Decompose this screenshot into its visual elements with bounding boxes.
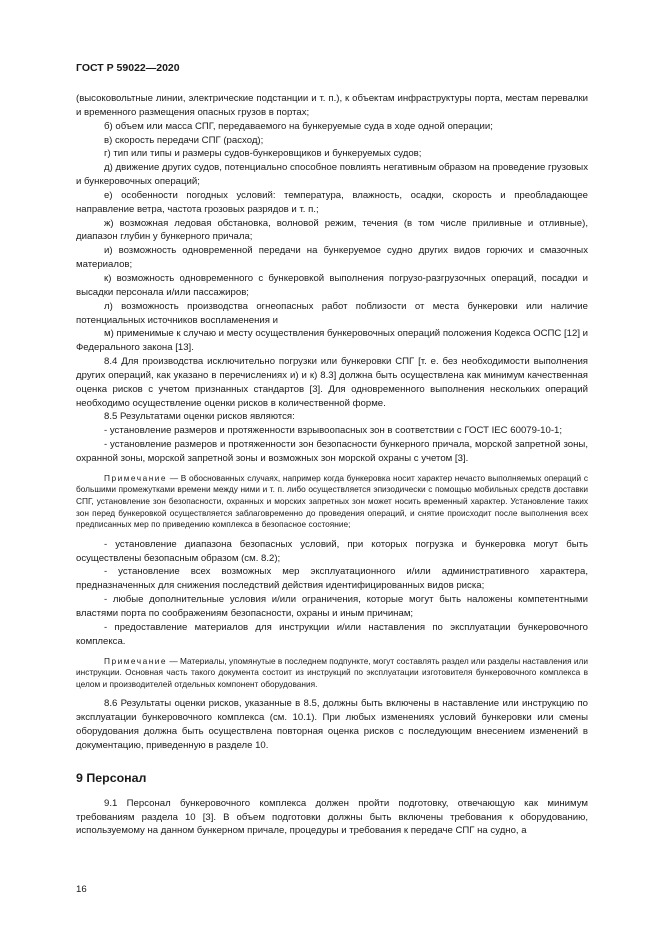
- list-item: - любые дополнительные условия и/или ограничения, которые могут быть наложены компетентными властями порта по соображениям безопасности, охраны и иным причинам;: [76, 594, 588, 619]
- list-item: - предоставление материалов для инструкции и/или наставления по эксплуатации бункеровочного комплекса.: [76, 621, 588, 647]
- section-heading: 9 Персонал: [76, 770, 147, 785]
- note-label: Примечание: [104, 655, 168, 666]
- list-item: д) движение других судов, потенциально способное повлиять негативным образом на проведение грузовых и бункеровочных операций;: [76, 162, 588, 188]
- page-number: 16: [76, 884, 87, 895]
- list-item: в) скорость передачи СПГ (расход);: [104, 134, 264, 146]
- list-item: - установление диапазона безопасных условий, при которых погрузка и бункеровка могут быть осуществлены безопасным образом (см. 8.2);: [76, 538, 588, 564]
- list-item: - установление размеров и протяженности взрывоопасных зон в соответствии с ГОСТ IEC 60079-10-1;: [104, 425, 563, 437]
- paragraph: (высоковольтные линии, электрические подстанции и т. п.), к объектам инфраструктуры порта, местам перевалки и временного размещения опасных грузов в портах;: [76, 93, 588, 118]
- list-item: л) возможность производства огнеопасных работ поблизости от места бункеровки или наличие потенциальных источников воспламенения и: [76, 300, 588, 326]
- list-item: к) возможность одновременного с бункеровкой выполнения погрузо-разгрузочных операций, посадки и высадки персонала и/или пассажиров;: [76, 272, 588, 298]
- paragraph-8-6: 8.6 Результаты оценки рисков, указанные в 8.5, должны быть включены в наставление или инструкцию по эксплуатации бункеровочного комплекса (см. 10.1). При любых изменениях условий бункеровки или смены оборудования должна быть осуществлена повторная оценка рисков с последующим внесением изменений в документацию, приведенную в разделе 10.: [76, 698, 588, 751]
- list-item: б) объем или масса СПГ, передаваемого на бункеруемые суда в ходе одной операции;: [104, 120, 493, 132]
- list-item: и) возможность одновременной передачи на бункеруемое судно других видов горючих и смазочных материалов;: [76, 245, 588, 271]
- note-label: Примечание: [104, 472, 168, 483]
- paragraph-9-1: 9.1 Персонал бункеровочного комплекса должен пройти подготовку, отвечающую как минимум требованиям раздела 10 [3]. В объем подготовки должны быть включены требования к оборудованию, используемому на данном бункерном причале, процедуры и требования к передаче СПГ на судно, а: [76, 797, 588, 837]
- paragraph-8-5: 8.5 Результатами оценки рисков являются:: [104, 411, 295, 423]
- list-item: - установление размеров и протяженности зон безопасности бункерного причала, морской запретной зоны, охранной зоны, морской запретной зоны и возможных зон морской охраны с учетом [3].: [76, 439, 588, 464]
- note-1: [76, 473, 588, 531]
- list-item: г) тип или типы и размеры судов-бункеровщиков и бункеруемых судов;: [104, 148, 422, 160]
- list-item: - установление всех возможных мер эксплуатационного и/или административного характера, предназначенных для снижения последствий действия идентифицированных видов риска;: [76, 566, 588, 592]
- page-content: [76, 92, 588, 838]
- list-item: ж) возможная ледовая обстановка, волновой режим, течения (в том числе приливные и отливные), диапазон глубин у бункерного причала;: [76, 217, 588, 243]
- list-item: е) особенности погодных условий: температура, влажность, осадки, скорость и преобладающее направление ветра, частота грозовых разрядов и т. п.;: [76, 189, 588, 215]
- note-2: [76, 656, 588, 691]
- list-item: м) применимые к случаю и месту осуществления бункеровочных операций положения Кодекса ОСПС [12] и Федерального закона [13].: [76, 328, 589, 354]
- note-text: — В обоснованных случаях, например когда бункеровка носит характер нечасто выполняемых операций с большими промежутками времени между ними и т. п. либо осуществляется эпизодически с помощью мобильных средств доставки СПГ, установление зон безопасности, охранных и морских запретных зон может носить временный характер. Установление таких зон перед бункеровкой осуществляется заблаговременно до проведения операций, и снятие происходит после выполнения всех предписанных мер по приведению комплекса в безопасное состояние;: [76, 472, 588, 530]
- paragraph-8-4: 8.4 Для производства исключительно погрузки или бункеровки СПГ [т. е. без необходимости выполнения других операций, как указано в перечислениях и) и к) 8.3] должна быть осуществлена как минимум качественная оценка рисков с учетом признанных стандартов [3]. Для одновременного выполнения нескольких операций необходимо осуществление оценки рисков в количественной форме.: [76, 356, 588, 409]
- note-text: — Материалы, упомянутые в последнем подпункте, могут составлять раздел или разделы наставления или инструкции. Основная часть такого документа состоит из инструкций по эксплуатации изготовителя бункеровочного комплекса в целом и производителей отдельных компонент оборудования.: [76, 655, 588, 689]
- document-header: ГОСТ Р 59022—2020: [76, 62, 180, 74]
